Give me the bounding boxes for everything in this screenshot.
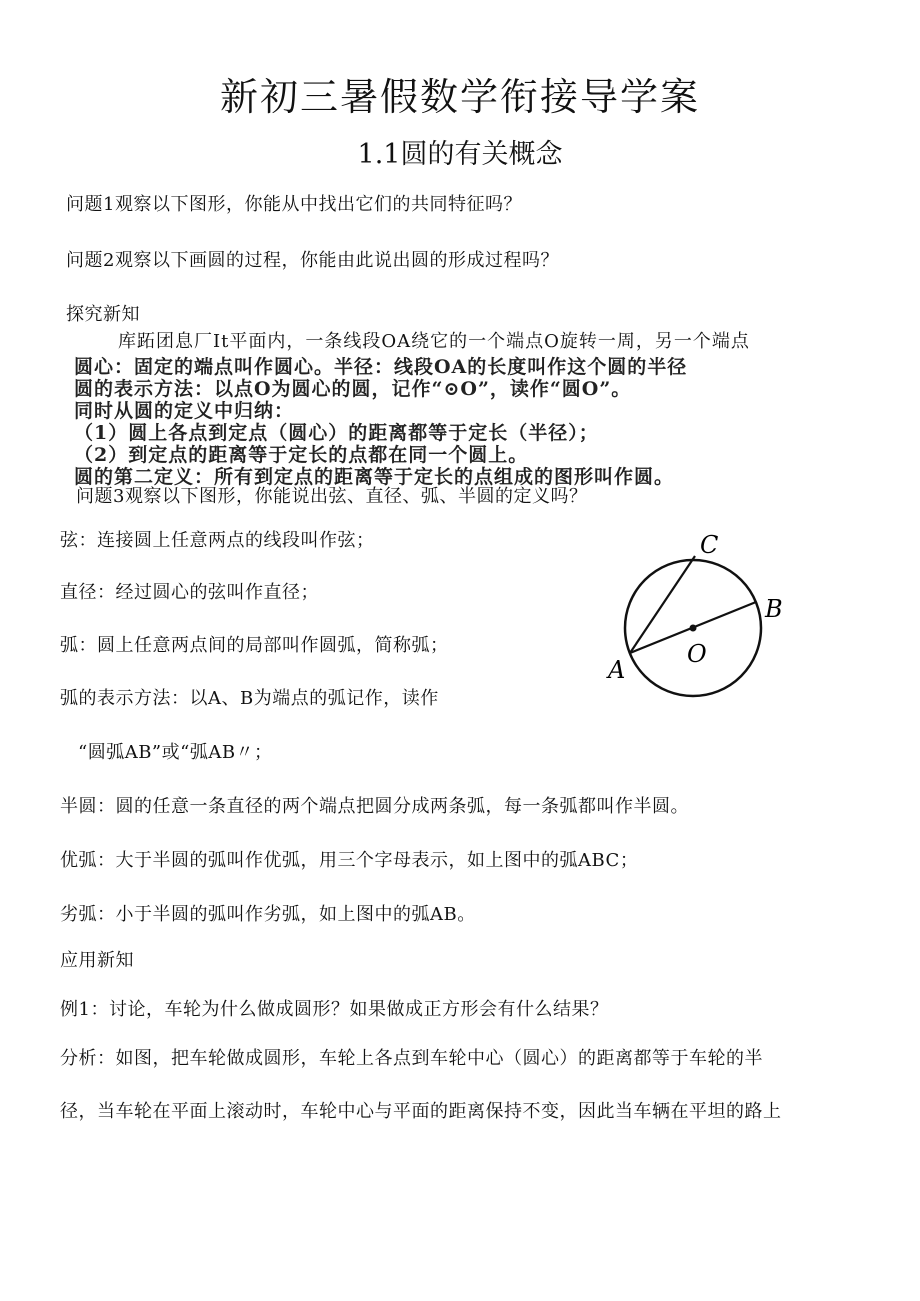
circle-figure <box>600 528 800 708</box>
label-c: C <box>700 531 719 559</box>
def-major-arc: 优弧：大于半圆的弧叫作优弧，用三个字母表示，如上图中的弧ABC； <box>60 850 639 871</box>
question-2: 问题2观察以下画圆的过程，你能由此说出圆的形成过程吗？ <box>66 250 559 271</box>
def-arc: 弧：圆上任意两点间的局部叫作圆弧，简称弧； <box>60 635 449 656</box>
explore-line-5: （1）圆上各点到定点（圆心）的距离都等于定长（半径）； <box>74 422 599 444</box>
question-1: 问题1观察以下图形，你能从中找出它们的共同特征吗？ <box>66 194 522 215</box>
explore-line-2: 圆心：固定的端点叫作圆心。半径：线段OA的长度叫作这个圆的半径 <box>74 356 688 378</box>
center-point <box>690 625 697 632</box>
def-diameter: 直径：经过圆心的弦叫作直径； <box>60 582 319 603</box>
chord-ac <box>630 556 695 653</box>
label-o: O <box>687 640 707 668</box>
analysis-line-2: 径，当车轮在平面上滚动时，车轮中心与平面的距离保持不变，因此当车辆在平坦的路上 <box>60 1101 782 1122</box>
label-b: B <box>765 595 783 623</box>
section-title: 1.1圆的有关概念 <box>357 139 563 170</box>
def-arc-reading: “圆弧AB”或“弧AB〃； <box>78 742 273 763</box>
def-semicircle: 半圆：圆的任意一条直径的两个端点把圆分成两条弧，每一条弧都叫作半圆。 <box>60 796 689 817</box>
apply-heading: 应用新知 <box>60 950 134 971</box>
example-1: 例1：讨论，车轮为什么做成圆形？如果做成正方形会有什么结果？ <box>60 999 609 1020</box>
explore-line-3: 圆的表示方法：以点O为圆心的圆，记作“⊙O”，读作“圆O”。 <box>74 378 632 400</box>
page-title: 新初三暑假数学衔接导学案 <box>219 75 700 119</box>
def-minor-arc: 劣弧：小于半圆的弧叫作劣弧，如上图中的弧AB。 <box>60 904 476 925</box>
label-a: A <box>608 656 626 684</box>
explore-line-1: 库跖团息厂It平面内，一条线段OA绕它的一个端点O旋转一周，另一个端点 <box>118 331 750 352</box>
explore-line-4: 同时从圆的定义中归纳： <box>74 400 295 422</box>
explore-heading: 探究新知 <box>66 304 140 325</box>
explore-line-7: 圆的第二定义：所有到定点的距离等于定长的点组成的图形叫作圆。 <box>74 466 675 488</box>
question-3: 问题3观察以下图形，你能说出弦、直径、弧、半圆的定义吗？ <box>76 486 588 507</box>
explore-line-6: （2）到定点的距离等于定长的点都在同一个圆上。 <box>74 444 529 466</box>
def-arc-notation: 弧的表示方法：以A、B为端点的弧记作，读作 <box>60 688 439 709</box>
analysis-line-1: 分析：如图，把车轮做成圆形，车轮上各点到车轮中心（圆心）的距离都等于车轮的半 <box>60 1048 763 1069</box>
def-chord: 弦：连接圆上任意两点的线段叫作弦； <box>60 530 375 551</box>
